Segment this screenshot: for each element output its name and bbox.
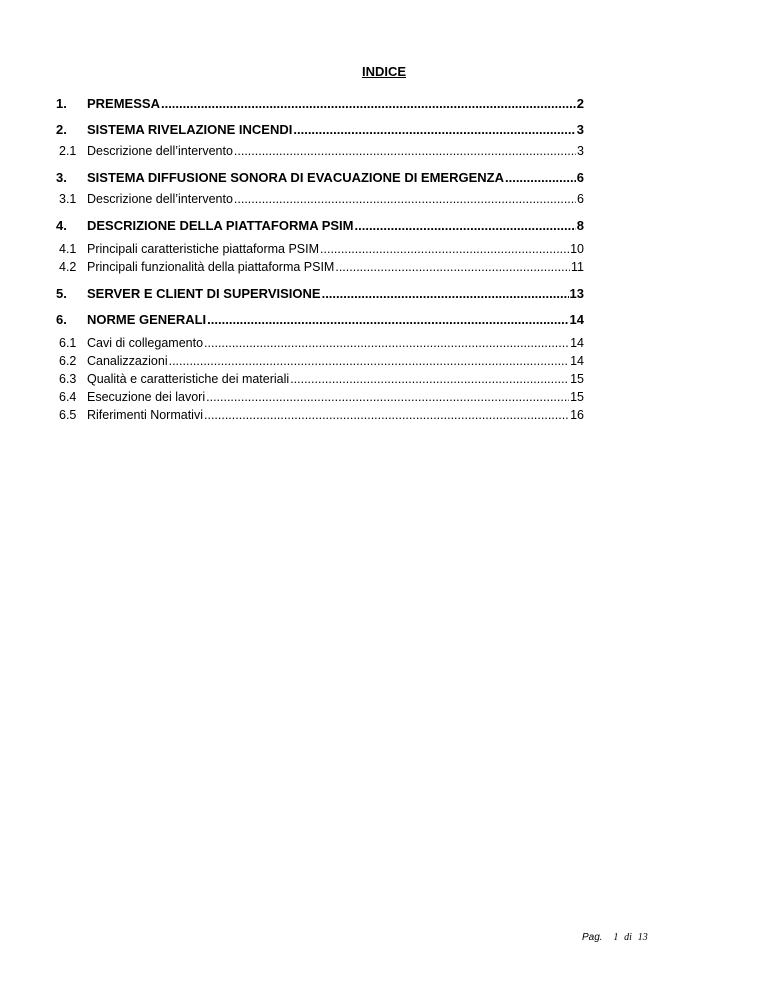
toc-entry[interactable]	[56, 122, 584, 140]
toc-entry-number: 1.	[56, 96, 67, 111]
toc-entry-page: 14	[569, 312, 584, 327]
page-footer	[582, 932, 648, 943]
toc-entry-page: 15	[570, 372, 584, 386]
toc-entry-title: Canalizzazioni	[87, 354, 168, 368]
index-title: INDICE	[361, 64, 407, 79]
toc-entry-number: 2.	[56, 122, 67, 137]
toc-entry-number: 6.4	[59, 390, 77, 404]
toc-entry-number: 6.5	[59, 408, 77, 422]
toc-entry-page: 8	[576, 218, 584, 233]
toc-entry-number: 6.1	[59, 336, 77, 350]
toc-entry-page: 6	[576, 170, 584, 185]
toc-entry-title: Principali caratteristiche piattaforma PSIM	[87, 242, 320, 256]
toc-entry-title: Descrizione dell’intervento	[87, 192, 233, 206]
toc-entry-title: SERVER E CLIENT DI SUPERVISIONE	[87, 286, 321, 301]
toc-leader-dots	[505, 170, 576, 185]
toc-entry-title: Esecuzione dei lavori	[87, 390, 206, 404]
toc-entry-page: 2	[576, 96, 584, 111]
toc-leader-dots	[234, 144, 576, 158]
toc-entry[interactable]	[56, 96, 584, 114]
toc-entry-page: 16	[570, 408, 584, 422]
toc-leader-dots	[204, 336, 569, 350]
toc-leader-dots	[290, 372, 569, 386]
toc-subentry[interactable]	[56, 372, 584, 390]
toc-entry-number: 6.2	[59, 354, 77, 368]
toc-entry-number: 3.	[56, 170, 67, 185]
toc-entry-page: 14	[570, 336, 584, 350]
toc-entry-title: Descrizione dell’intervento	[87, 144, 233, 158]
table-of-contents	[56, 96, 584, 426]
toc-leader-dots	[234, 192, 576, 206]
toc-entry[interactable]	[56, 218, 584, 236]
toc-entry-title: DESCRIZIONE DELLA PIATTAFORMA PSIM	[87, 218, 354, 233]
toc-subentry[interactable]	[56, 192, 584, 210]
toc-subentry[interactable]	[56, 408, 584, 426]
toc-subentry[interactable]	[56, 390, 584, 408]
toc-leader-dots	[293, 122, 575, 137]
toc-leader-dots	[204, 408, 569, 422]
toc-entry[interactable]	[56, 312, 584, 330]
toc-leader-dots	[355, 218, 576, 233]
toc-entry-title: NORME GENERALI	[87, 312, 207, 327]
toc-leader-dots	[322, 286, 569, 301]
toc-entry-number: 4.	[56, 218, 67, 233]
toc-entry-page: 3	[577, 144, 584, 158]
toc-entry-page: 14	[570, 354, 584, 368]
toc-entry-number: 2.1	[59, 144, 77, 158]
toc-leader-dots	[161, 96, 576, 111]
toc-leader-dots	[335, 260, 570, 274]
toc-leader-dots	[320, 242, 569, 256]
toc-entry-number: 6.	[56, 312, 67, 327]
toc-entry-page: 3	[576, 122, 584, 137]
toc-entry-number: 5.	[56, 286, 67, 301]
toc-entry-title: SISTEMA RIVELAZIONE INCENDI	[87, 122, 293, 137]
toc-entry-page: 13	[569, 286, 584, 301]
toc-leader-dots	[206, 390, 569, 404]
toc-entry-title: Principali funzionalità della piattaforma PSIM	[87, 260, 335, 274]
toc-entry-title: Cavi di collegamento	[87, 336, 204, 350]
page-label: Pag.	[582, 932, 603, 943]
toc-entry-title: Qualità e caratteristiche dei materiali	[87, 372, 290, 386]
toc-entry-page: 6	[577, 192, 584, 206]
toc-entry-number: 3.1	[59, 192, 77, 206]
toc-entry-title: SISTEMA DIFFUSIONE SONORA DI EVACUAZIONE DI EMERGENZA	[87, 170, 504, 185]
toc-entry-number: 6.3	[59, 372, 77, 386]
toc-entry-page: 11	[571, 260, 584, 274]
page-of: di	[624, 932, 632, 943]
toc-entry-number: 4.2	[59, 260, 77, 274]
toc-entry-title: Riferimenti Normativi	[87, 408, 203, 422]
toc-leader-dots	[169, 354, 569, 368]
toc-entry-title: PREMESSA	[87, 96, 160, 111]
toc-entry-page: 15	[570, 390, 584, 404]
toc-subentry[interactable]	[56, 354, 584, 372]
toc-entry-number: 4.1	[59, 242, 77, 256]
page-current: 1	[613, 932, 619, 943]
toc-entry-page: 10	[570, 242, 584, 256]
toc-entry[interactable]	[56, 170, 584, 188]
toc-subentry[interactable]	[56, 144, 584, 162]
toc-entry[interactable]	[56, 286, 584, 304]
toc-leader-dots	[207, 312, 568, 327]
page-total: 13	[637, 932, 648, 943]
toc-subentry[interactable]	[56, 260, 584, 278]
toc-subentry[interactable]	[56, 336, 584, 354]
toc-subentry[interactable]	[56, 242, 584, 260]
